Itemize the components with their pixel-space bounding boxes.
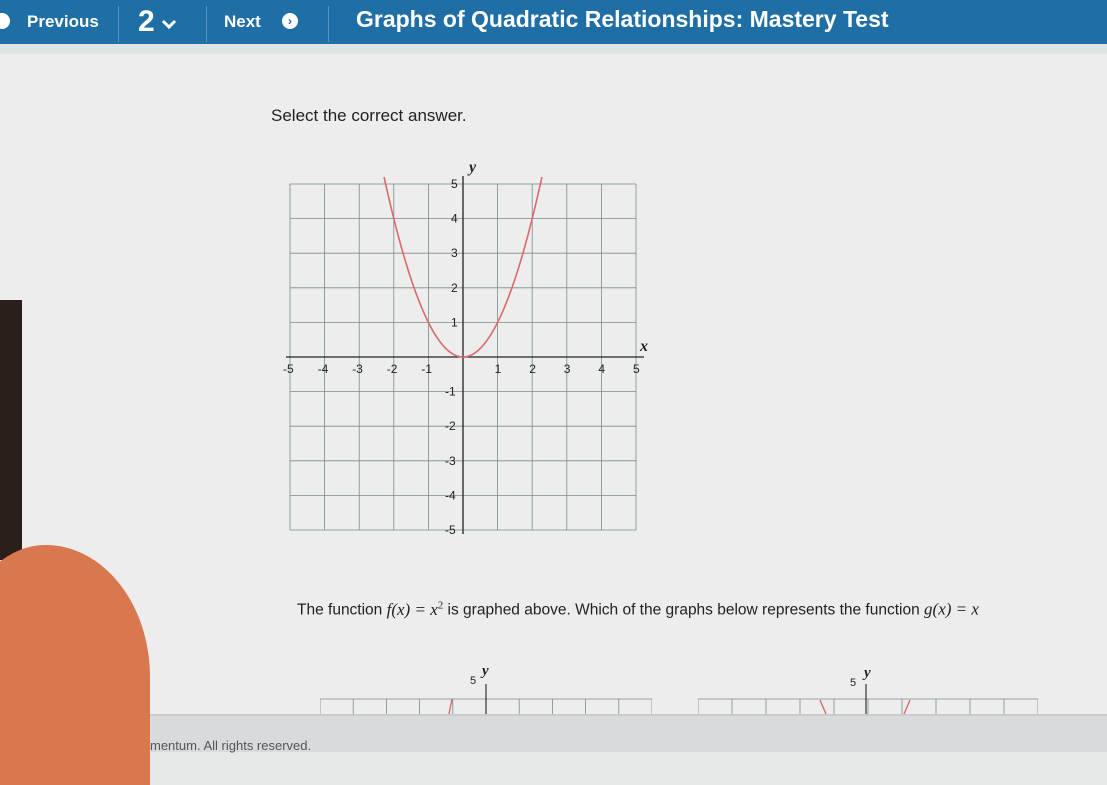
y-tick-label: -5 <box>445 523 456 537</box>
footer-bar <box>0 714 1107 752</box>
option-curve-left <box>449 699 452 714</box>
sub-header-strip <box>0 44 1107 54</box>
y-tick-label: 1 <box>451 315 458 330</box>
screen-bezel <box>0 300 22 560</box>
divider <box>328 6 329 42</box>
question-prefix: The function <box>297 601 383 619</box>
top-navigation-bar <box>0 0 1107 44</box>
option-curve-left <box>820 700 826 714</box>
y-tick-label: 4 <box>451 211 458 226</box>
x-tick-label: 2 <box>529 362 536 376</box>
y-tick-label: 2 <box>451 280 458 295</box>
x-tick-label: 3 <box>563 362 571 376</box>
function-g: g(x) = x <box>924 599 979 619</box>
chevron-down-icon <box>161 18 177 30</box>
y-tick-label: -3 <box>445 453 456 468</box>
option-y-top-tick: 5 <box>850 677 857 689</box>
question-number: 2 <box>138 5 155 38</box>
function-f <box>387 600 444 619</box>
y-tick-label: 3 <box>451 246 458 261</box>
y-axis-label: y <box>469 159 477 176</box>
option-y-label: y <box>864 665 871 681</box>
answer-option-b-graph[interactable] <box>698 642 1038 714</box>
previous-button[interactable] <box>0 0 118 44</box>
divider <box>206 6 207 42</box>
question-text <box>297 599 979 620</box>
option-y-label: y <box>482 663 489 679</box>
function-f-name: f(x) = x <box>386 599 438 619</box>
function-f-exponent: 2 <box>437 599 444 611</box>
arrow-left-circle-icon <box>0 13 10 29</box>
y-tick-label: 5 <box>451 177 458 191</box>
x-tick-label: -3 <box>352 362 363 376</box>
question-number-dropdown[interactable] <box>138 2 177 42</box>
x-tick-label: -2 <box>386 362 398 376</box>
y-tick-label: -2 <box>445 419 456 434</box>
x-tick-label: -1 <box>421 362 433 376</box>
next-button[interactable] <box>224 0 312 44</box>
y-tick-label: -4 <box>445 488 456 503</box>
x-axis-label: x <box>640 338 648 355</box>
x-tick-label: -5 <box>283 362 294 376</box>
instruction-text: Select the correct answer. <box>271 106 467 125</box>
option-curve-right <box>904 700 910 714</box>
question-content <box>0 54 1107 714</box>
next-label: Next <box>224 12 261 31</box>
option-y-top-tick: 5 <box>470 675 477 687</box>
x-tick-label: -4 <box>317 362 329 376</box>
function-graph <box>268 154 668 554</box>
y-tick-label: -1 <box>445 384 456 399</box>
copyright-text: mentum. All rights reserved. <box>150 738 312 753</box>
question-middle: is graphed above. Which of the graphs below represents the function <box>447 601 920 619</box>
divider <box>118 6 119 42</box>
answer-option-a-graph[interactable] <box>320 642 652 714</box>
page-title: Graphs of Quadratic Relationships: Mastery Test <box>356 6 889 32</box>
x-tick-label: 1 <box>494 362 502 376</box>
x-tick-label: 4 <box>598 362 606 376</box>
graph-axes <box>286 176 644 534</box>
previous-label: Previous <box>27 12 99 31</box>
arrow-right-circle-icon: › <box>282 13 298 29</box>
x-tick-label: 5 <box>633 362 640 376</box>
option-grid <box>698 699 1038 714</box>
